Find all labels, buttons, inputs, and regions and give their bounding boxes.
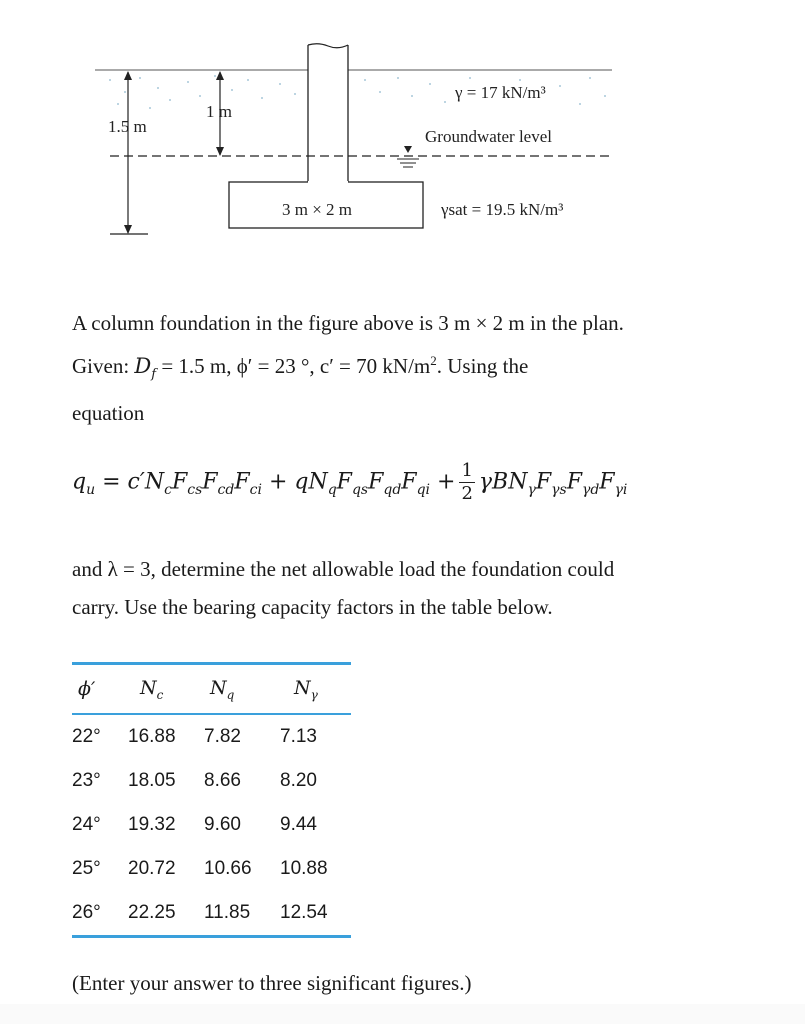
gamma-sat-label: γsat = 19.5 kN/m³ <box>441 200 564 219</box>
instruction-line-1: and λ = 3, determine the net allowable load the foundation could <box>72 557 615 581</box>
bearing-capacity-table <box>72 662 351 938</box>
bearing-capacity-equation: $q_u = c'N_cF_{cs}F_{cd}F_{ci} + qN_qF_{qs}F_{qd}F_{qi}$ + $\frac{1}{2}$ $\gamma BN_\gamma F_{\gamma s}F_{\gamma d}F_{\gamma i}$ <box>72 460 628 504</box>
table-row: 23° 18.05 8.66 8.20 <box>72 770 317 791</box>
header-phi: ϕ′ <box>78 678 96 700</box>
table-row: 22° 16.88 7.82 7.13 <box>72 726 317 747</box>
problem-line-2: Given: $D_f = 1.5$ m, ϕ′ = 23 °, c′ = 70 $kN/m^2$. Using the <box>72 353 529 383</box>
table-bottom-rule <box>72 935 351 938</box>
answer-note: (Enter your answer to three significant figures.) <box>72 971 472 995</box>
foundation-diagram <box>0 0 805 250</box>
groundwater-label: Groundwater level <box>425 127 552 146</box>
problem-paragraph <box>72 304 772 432</box>
problem-line-3: equation <box>72 401 145 426</box>
one-half-fraction: $\frac{1}{2}$ <box>461 460 473 504</box>
gamma-label: γ = 17 kN/m³ <box>455 83 546 102</box>
label-1m: 1 m <box>206 102 232 121</box>
table-row: 24° 19.32 9.60 9.44 <box>72 814 317 835</box>
footing-size-label: 3 m × 2 m <box>282 200 353 219</box>
table-row: 26° 22.25 11.85 12.54 <box>72 902 328 923</box>
dimension-1-5m <box>110 71 148 234</box>
instruction-line-2: carry. Use the bearing capacity factors in the table below. <box>72 595 553 619</box>
problem-line-1: A column foundation in the figure above is 3 m × 2 m in the plan. <box>72 311 624 335</box>
instruction-paragraph <box>72 550 772 626</box>
header-ngamma: $N_\gamma$ <box>294 676 318 702</box>
column-break <box>308 44 348 48</box>
page-bottom-strip <box>0 1004 805 1024</box>
header-nq: $N_q$ <box>210 676 235 702</box>
header-nc: $N_c$ <box>140 676 164 702</box>
label-1-5m: 1.5 m <box>108 117 147 136</box>
table-header-row <box>72 665 351 713</box>
table-row: 25° 20.72 10.66 10.88 <box>72 858 328 879</box>
